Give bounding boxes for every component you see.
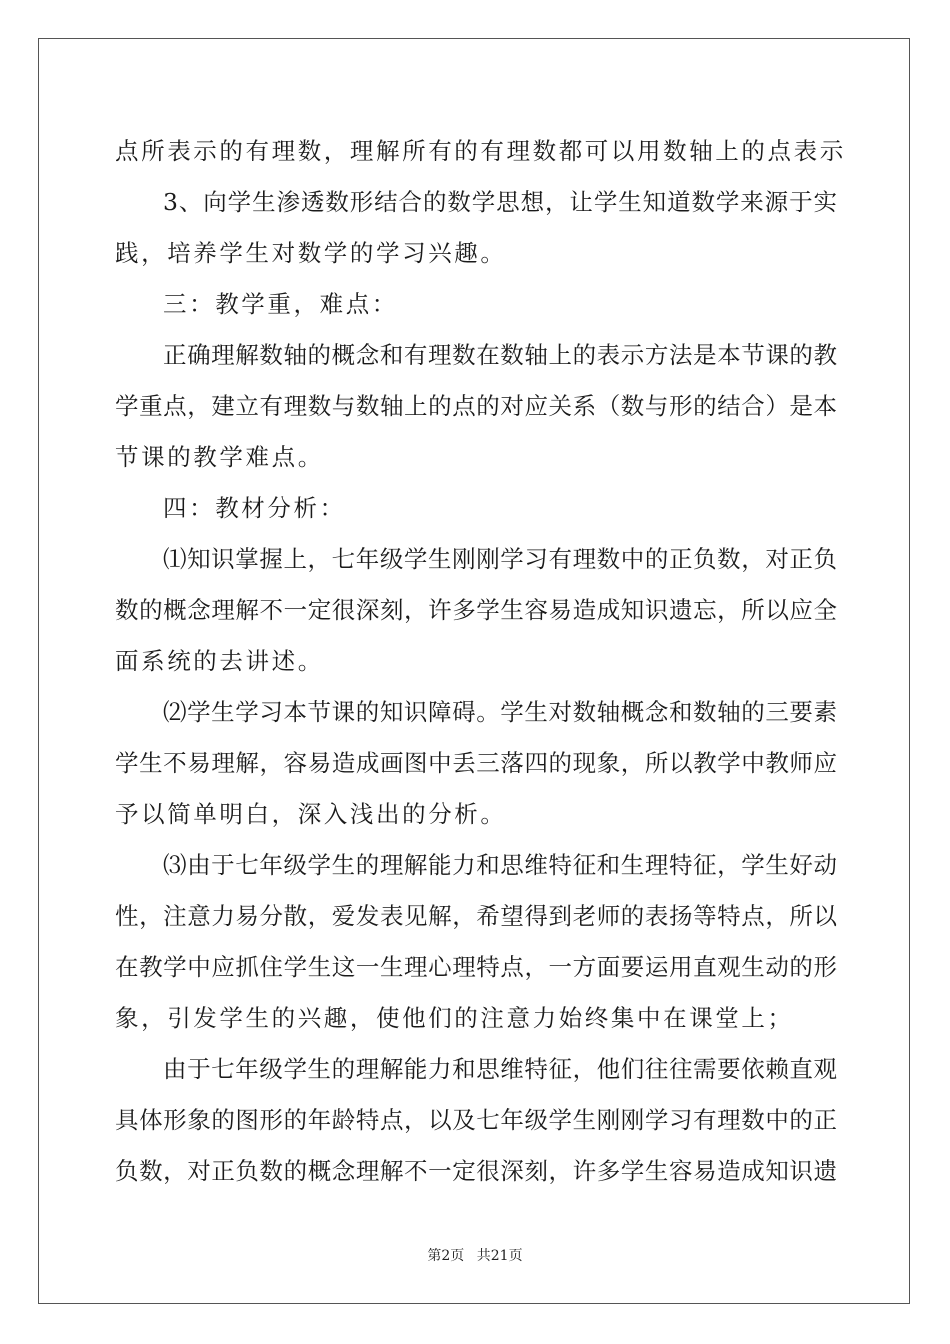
text-line: 由于七年级学生的理解能力和思维特征，他们往往需要依赖直观 bbox=[163, 1055, 837, 1083]
text-line: 负数，对正负数的概念理解不一定很深刻，许多学生容易造成知识遗 bbox=[115, 1157, 837, 1185]
text-line: 节课的教学难点。 bbox=[115, 443, 324, 471]
text-line: 3、向学生渗透数形结合的数学思想，让学生知道数学来源于实 bbox=[163, 188, 837, 216]
text-line: 具体形象的图形的年龄特点，以及七年级学生刚刚学习有理数中的正 bbox=[115, 1106, 837, 1134]
text-line: ⑵学生学习本节课的知识障碍。学生对数轴概念和数轴的三要素 bbox=[163, 698, 837, 726]
page-footer bbox=[0, 1245, 950, 1265]
text-line: 面系统的去讲述。 bbox=[115, 647, 324, 675]
text-line: 学重点，建立有理数与数轴上的点的对应关系（数与形的结合）是本 bbox=[115, 392, 837, 420]
page-total: 共21页 bbox=[476, 1248, 523, 1264]
text-line: 四：教材分析： bbox=[163, 494, 346, 522]
text-line: 数的概念理解不一定很深刻，许多学生容易造成知识遗忘，所以应全 bbox=[115, 596, 837, 624]
text-line: 在教学中应抓住学生这一生理心理特点，一方面要运用直观生动的形 bbox=[115, 953, 837, 981]
page-number: 第2页 bbox=[427, 1248, 465, 1264]
text-line: 予以简单明白，深入浅出的分析。 bbox=[115, 800, 507, 828]
text-line: ⑴知识掌握上，七年级学生刚刚学习有理数中的正负数，对正负 bbox=[163, 545, 837, 573]
text-line: ⑶由于七年级学生的理解能力和思维特征和生理特征，学生好动 bbox=[163, 851, 837, 879]
text-line: 三：教学重，难点： bbox=[163, 290, 398, 318]
document-body bbox=[115, 126, 846, 1197]
text-line: 性，注意力易分散，爱发表见解，希望得到老师的表扬等特点，所以 bbox=[115, 902, 837, 930]
text-line: 点所表示的有理数，理解所有的有理数都可以用数轴上的点表示 bbox=[115, 137, 846, 165]
text-line: 象，引发学生的兴趣，使他们的注意力始终集中在课堂上； bbox=[115, 1004, 794, 1032]
text-line: 践，培养学生对数学的学习兴趣。 bbox=[115, 239, 507, 267]
text-line: 正确理解数轴的概念和有理数在数轴上的表示方法是本节课的教 bbox=[163, 341, 837, 369]
text-line: 学生不易理解，容易造成画图中丢三落四的现象，所以教学中教师应 bbox=[115, 749, 837, 777]
